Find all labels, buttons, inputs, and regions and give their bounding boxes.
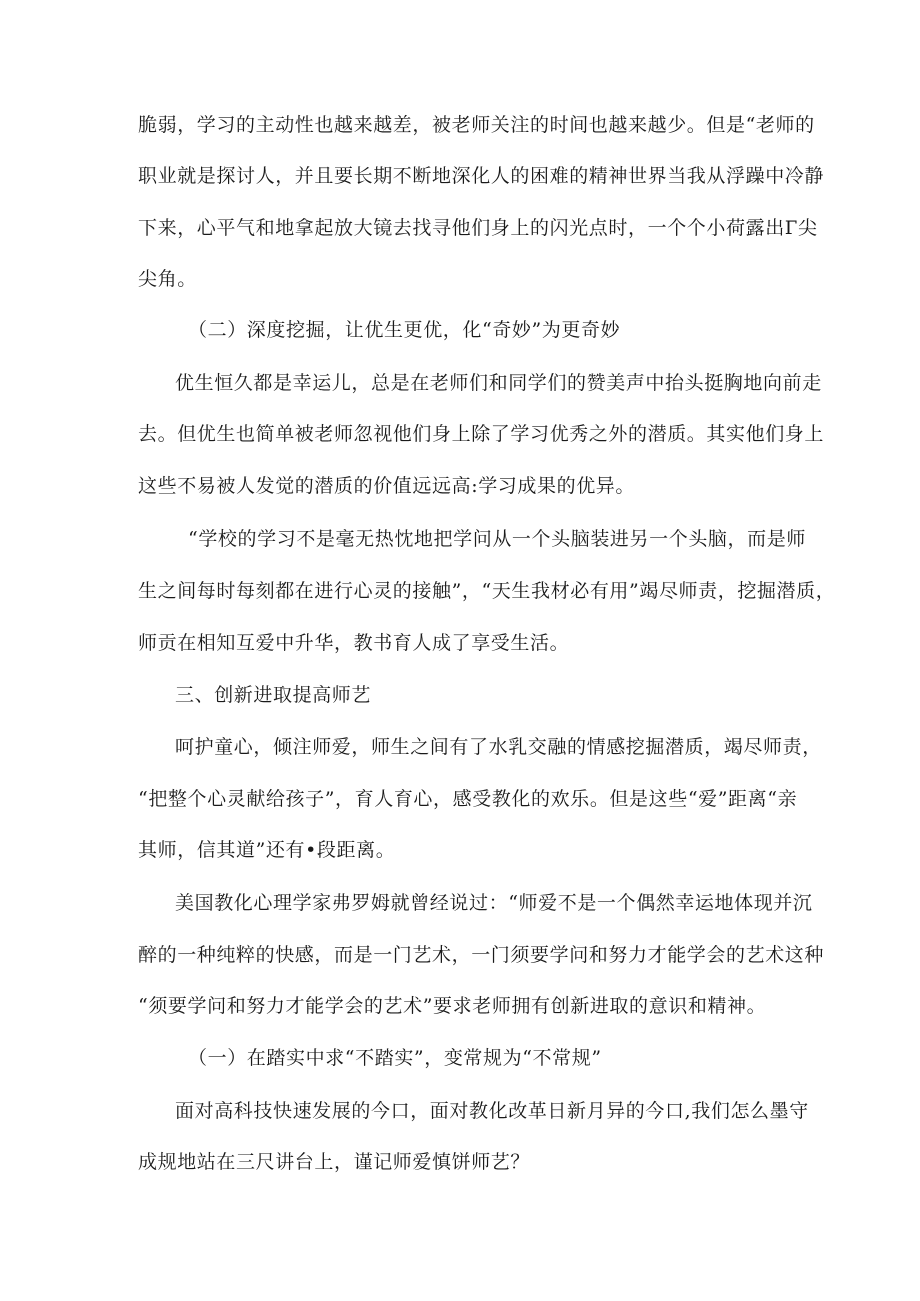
paragraph-line: 其师，信其道”还有•段距离。: [138, 839, 396, 861]
paragraph-line: 尖角。: [138, 268, 197, 290]
paragraph-line: “须要学问和努力才能学会的艺术”要求老师拥有创新进取的意识和精神。: [138, 995, 767, 1017]
paragraph-line: 这些不易被人发觉的潜质的价值远远高:学习成果的优异。: [138, 475, 636, 497]
paragraph-line: 职业就是探讨人，并且要长期不断地深化人的困难的精神世界当我从浮躁中冷静: [138, 165, 825, 187]
section-heading: （一）在踏实中求“不踏实”，变常规为“不常规”: [188, 1047, 602, 1069]
paragraph-line: 生之间每时每刻都在进行心灵的接触”，“天生我材必有用”竭尽师责，挖掘潜质，: [138, 580, 836, 602]
paragraph-line: “把整个心灵献给孩子”，育人育心，感受教化的欢乐。但是这些“爱”距离“亲: [138, 788, 798, 810]
section-heading: （二）深度挖掘，让优生更优，化“奇妙”为更奇妙: [188, 319, 621, 341]
section-heading: 三、创新进取提高师艺: [175, 684, 372, 706]
paragraph-line: 去。但优生也简单被老师忽视他们身上除了学习优秀之外的潜质。其实他们身上: [138, 423, 825, 445]
paragraph-line: 师贡在相知互爱中升华，教书育人成了享受生活。: [138, 632, 570, 654]
paragraph-line: 醉的一种纯粹的快感，而是一门艺术，一门须要学问和努力才能学会的艺术这种: [138, 944, 825, 966]
paragraph-line: 美国教化心理学家弗罗姆就曾经说过：“师爱不是一个偶然幸运地体现并沉: [175, 892, 813, 914]
paragraph-line: 面对高科技快速发展的今口，面对教化改革日新月异的今口,我们怎么墨守: [175, 1100, 809, 1122]
paragraph-line: 下来，心平气和地拿起放大镜去找寻他们身上的闪光点时，一个个小荷露出Г尖: [138, 217, 818, 239]
paragraph-line: 呵护童心，倾注师爱，师生之间有了水乳交融的情感挖掘潜质，竭尽师责，: [175, 736, 822, 758]
paragraph-line: 优生恒久都是幸运儿，总是在老师们和同学们的赞美声中抬头挺胸地向前走: [175, 372, 822, 394]
paragraph-line: “学校的学习不是毫无热忱地把学问从一个头脑装进另一个头脑，而是师: [188, 528, 806, 550]
paragraph-line: 脆弱，学习的主动性也越来越差，被老师关注的时间也越来越少。但是“老师的: [138, 114, 815, 136]
paragraph-line: 成规地站在三尺讲台上，谨记师爱慎饼师艺？: [138, 1151, 531, 1173]
